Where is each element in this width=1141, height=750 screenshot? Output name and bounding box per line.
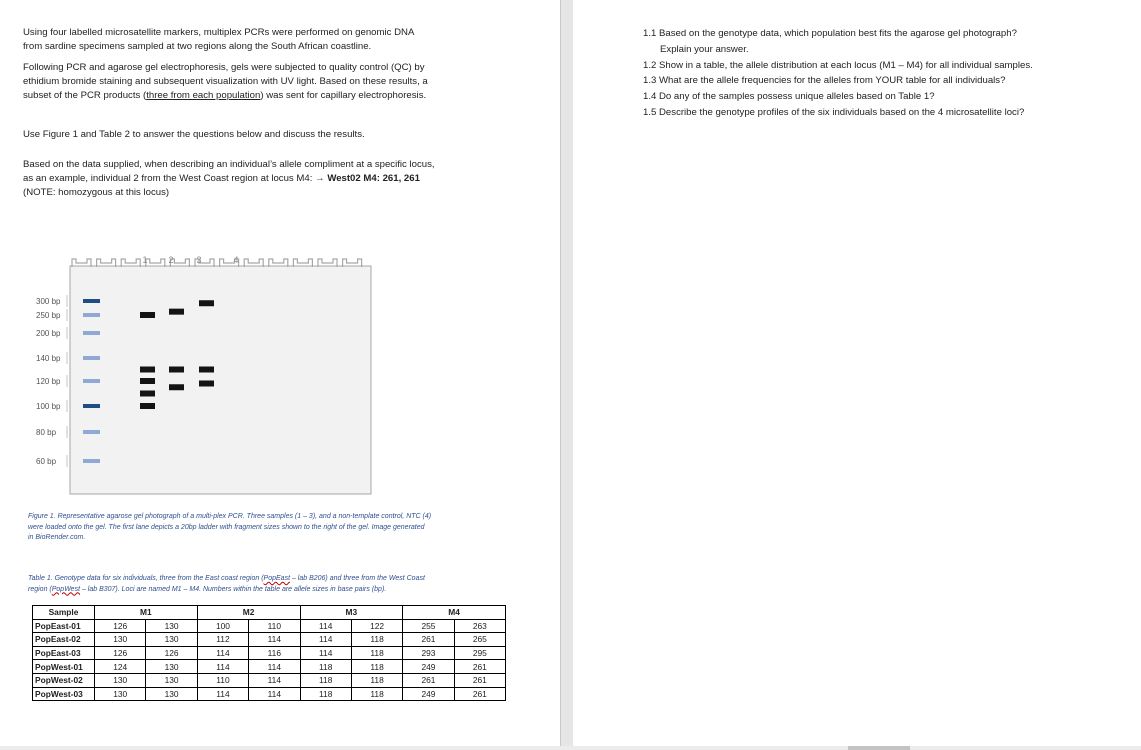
intro-p4-line1: Based on the data supplied, when describing an individual’s allele compliment at a specific locus, bbox=[23, 159, 435, 170]
allele-cell: 261 bbox=[403, 633, 454, 647]
spellcheck-word[interactable]: PopEast bbox=[263, 575, 291, 582]
intro-p4-line2-pre: as an example, individual 2 from the West Coast region at locus M4: → bbox=[23, 173, 328, 185]
table-row bbox=[33, 673, 506, 687]
header-m4: M4 bbox=[403, 606, 506, 620]
scrollbar-thumb[interactable] bbox=[848, 746, 910, 750]
horizontal-scrollbar[interactable] bbox=[0, 746, 1141, 750]
allele-cell: 255 bbox=[403, 619, 454, 633]
gel-body bbox=[70, 266, 371, 494]
allele-cell: 295 bbox=[454, 646, 505, 660]
ladder-label: 100 bp bbox=[36, 402, 61, 411]
example-genotype: West02 M4: 261, 261 bbox=[327, 173, 420, 185]
allele-cell: 112 bbox=[197, 633, 248, 647]
table-row bbox=[33, 619, 506, 633]
table-row bbox=[33, 687, 506, 701]
table-caption-line2-post: – lab B307). Loci are named M1 – M4. Numbers within the table are allele sizes in base pairs (bp). bbox=[80, 585, 387, 593]
allele-cell: 130 bbox=[146, 660, 197, 674]
sample-name-cell: PopEast-01 bbox=[33, 619, 95, 633]
table-caption-line1-post: – lab B206) and three from the West Coast bbox=[290, 575, 425, 582]
ladder-label: 60 bp bbox=[36, 457, 57, 466]
figure-caption bbox=[28, 512, 431, 544]
intro-p4-line3: (NOTE: homozygous at this locus) bbox=[23, 187, 170, 199]
table-caption bbox=[28, 574, 425, 595]
allele-cell: 118 bbox=[351, 687, 402, 701]
underlined-phrase: three from each population bbox=[146, 90, 261, 102]
table-row bbox=[33, 633, 506, 647]
allele-cell: 110 bbox=[197, 673, 248, 687]
allele-cell: 116 bbox=[249, 646, 300, 660]
allele-cell: 118 bbox=[300, 660, 351, 674]
allele-cell: 114 bbox=[249, 673, 300, 687]
sample-band bbox=[140, 312, 155, 318]
intro-p2-line2: ethidium bromide staining and subsequent visualization with UV light. Based on these results, a bbox=[23, 76, 428, 88]
intro-p2-line1: Following PCR and agarose gel electrophoresis, gels were subjected to quality control (QC) by bbox=[23, 62, 425, 73]
document-page-left bbox=[0, 0, 561, 746]
ladder-band bbox=[83, 331, 100, 335]
allele-cell: 249 bbox=[403, 687, 454, 701]
allele-cell: 126 bbox=[95, 619, 146, 633]
table-row bbox=[33, 660, 506, 674]
sample-band bbox=[140, 403, 155, 409]
question-item bbox=[643, 89, 1113, 105]
genotype-table-body bbox=[33, 619, 506, 701]
intro-paragraph-1 bbox=[23, 26, 414, 54]
ladder-band bbox=[83, 459, 100, 463]
lane-label: 2 bbox=[168, 255, 174, 265]
allele-cell: 265 bbox=[454, 633, 505, 647]
allele-cell: 130 bbox=[95, 633, 146, 647]
table-header-row bbox=[33, 606, 506, 620]
question-item bbox=[643, 26, 1113, 58]
allele-cell: 293 bbox=[403, 646, 454, 660]
allele-cell: 114 bbox=[300, 633, 351, 647]
question-item bbox=[643, 58, 1113, 74]
question-text: 1.1 Based on the genotype data, which population best fits the agarose gel photograph? bbox=[643, 28, 1017, 39]
ladder-label: 80 bp bbox=[36, 428, 57, 437]
gel-figure bbox=[34, 250, 379, 500]
figure-caption-line3: in BioRender.com. bbox=[28, 534, 86, 542]
allele-cell: 261 bbox=[454, 673, 505, 687]
allele-cell: 114 bbox=[197, 687, 248, 701]
ladder-label: 300 bp bbox=[36, 297, 61, 306]
genotype-table bbox=[32, 605, 506, 701]
intro-paragraph-3: Use Figure 1 and Table 2 to answer the questions below and discuss the results. bbox=[23, 129, 365, 140]
allele-cell: 114 bbox=[249, 660, 300, 674]
ladder-band bbox=[83, 356, 100, 360]
allele-cell: 130 bbox=[146, 687, 197, 701]
sample-name-cell: PopWest-01 bbox=[33, 660, 95, 674]
intro-paragraph-4 bbox=[23, 158, 435, 201]
header-m3: M3 bbox=[300, 606, 403, 620]
sample-band bbox=[199, 381, 214, 387]
allele-cell: 118 bbox=[351, 633, 402, 647]
question-continuation: Explain your answer. bbox=[660, 43, 749, 55]
allele-cell: 118 bbox=[351, 673, 402, 687]
sample-band bbox=[140, 378, 155, 384]
intro-paragraph-2 bbox=[23, 61, 428, 104]
allele-cell: 130 bbox=[95, 673, 146, 687]
sample-band bbox=[140, 391, 155, 397]
intro-p2-line3-post: ) was sent for capillary electrophoresis. bbox=[260, 90, 427, 102]
sample-band bbox=[169, 384, 184, 390]
header-sample: Sample bbox=[33, 606, 95, 620]
intro-p1-line1: Using four labelled microsatellite markers, multiplex PCRs were performed on genomic DNA bbox=[23, 27, 415, 38]
table-caption-line2-pre: region ( bbox=[28, 585, 52, 593]
allele-cell: 261 bbox=[403, 673, 454, 687]
ladder-band bbox=[83, 299, 100, 303]
question-item bbox=[643, 105, 1113, 121]
ladder-label: 200 bp bbox=[36, 329, 61, 338]
ladder-band bbox=[83, 430, 100, 434]
question-list bbox=[643, 26, 1113, 121]
question-text: 1.3 What are the allele frequencies for the alleles from YOUR table for all individuals? bbox=[643, 75, 1006, 87]
allele-cell: 261 bbox=[454, 687, 505, 701]
table-row bbox=[33, 646, 506, 660]
allele-cell: 118 bbox=[300, 673, 351, 687]
allele-cell: 122 bbox=[351, 619, 402, 633]
question-item bbox=[643, 73, 1113, 89]
lane-label: 3 bbox=[196, 255, 202, 265]
allele-cell: 130 bbox=[146, 619, 197, 633]
allele-cell: 114 bbox=[197, 646, 248, 660]
sample-band bbox=[199, 300, 214, 306]
allele-cell: 114 bbox=[300, 646, 351, 660]
figure-caption-line1: Figure 1. Representative agarose gel photograph of a multi-plex PCR. Three samples (1 – 3), and a non-template control, NTC (4) bbox=[28, 513, 432, 520]
allele-cell: 126 bbox=[146, 646, 197, 660]
lane-label: 4 bbox=[233, 255, 239, 265]
allele-cell: 261 bbox=[454, 660, 505, 674]
sample-name-cell: PopEast-02 bbox=[33, 633, 95, 647]
allele-cell: 249 bbox=[403, 660, 454, 674]
allele-cell: 124 bbox=[95, 660, 146, 674]
table-caption-line1-pre: Table 1. Genotype data for six individuals, three from the East coast region ( bbox=[28, 575, 264, 582]
ladder-band bbox=[83, 313, 100, 317]
sample-band bbox=[199, 367, 214, 373]
question-text: 1.2 Show in a table, the allele distribution at each locus (M1 – M4) for all individual samples. bbox=[643, 59, 1033, 71]
question-text: 1.5 Describe the genotype profiles of the six individuals based on the 4 microsatellite loci? bbox=[643, 106, 1025, 118]
lane-label: 1 bbox=[142, 255, 148, 265]
sample-band bbox=[169, 367, 184, 373]
ladder-band bbox=[83, 379, 100, 383]
allele-cell: 130 bbox=[95, 687, 146, 701]
sample-name-cell: PopEast-03 bbox=[33, 646, 95, 660]
allele-cell: 118 bbox=[300, 687, 351, 701]
spellcheck-word[interactable]: PopWest bbox=[51, 585, 81, 593]
allele-cell: 118 bbox=[351, 660, 402, 674]
allele-cell: 126 bbox=[95, 646, 146, 660]
allele-cell: 130 bbox=[146, 633, 197, 647]
header-m1: M1 bbox=[95, 606, 198, 620]
allele-cell: 114 bbox=[300, 619, 351, 633]
allele-cell: 100 bbox=[197, 619, 248, 633]
sample-name-cell: PopWest-03 bbox=[33, 687, 95, 701]
allele-cell: 114 bbox=[249, 687, 300, 701]
figure-caption-line2: were loaded onto the gel. The first lane depicts a 20bp ladder with fragment sizes shown to the right of the gel. Image generated bbox=[28, 523, 425, 531]
ladder-label: 120 bp bbox=[36, 377, 61, 386]
intro-p1-line2: from sardine specimens sampled at two regions along the South African coastline. bbox=[23, 41, 372, 53]
allele-cell: 263 bbox=[454, 619, 505, 633]
sample-name-cell: PopWest-02 bbox=[33, 673, 95, 687]
allele-cell: 114 bbox=[197, 660, 248, 674]
question-text: 1.4 Do any of the samples possess unique alleles based on Table 1? bbox=[643, 91, 935, 103]
allele-cell: 114 bbox=[249, 633, 300, 647]
ladder-label: 250 bp bbox=[36, 311, 61, 320]
allele-cell: 110 bbox=[249, 619, 300, 633]
allele-cell: 130 bbox=[146, 673, 197, 687]
sample-band bbox=[169, 309, 184, 315]
sample-band bbox=[140, 367, 155, 373]
ladder-band bbox=[83, 404, 100, 408]
header-m2: M2 bbox=[197, 606, 300, 620]
intro-p2-line3-pre: subset of the PCR products ( bbox=[23, 90, 147, 102]
allele-cell: 118 bbox=[351, 646, 402, 660]
ladder-label: 140 bp bbox=[36, 354, 61, 363]
